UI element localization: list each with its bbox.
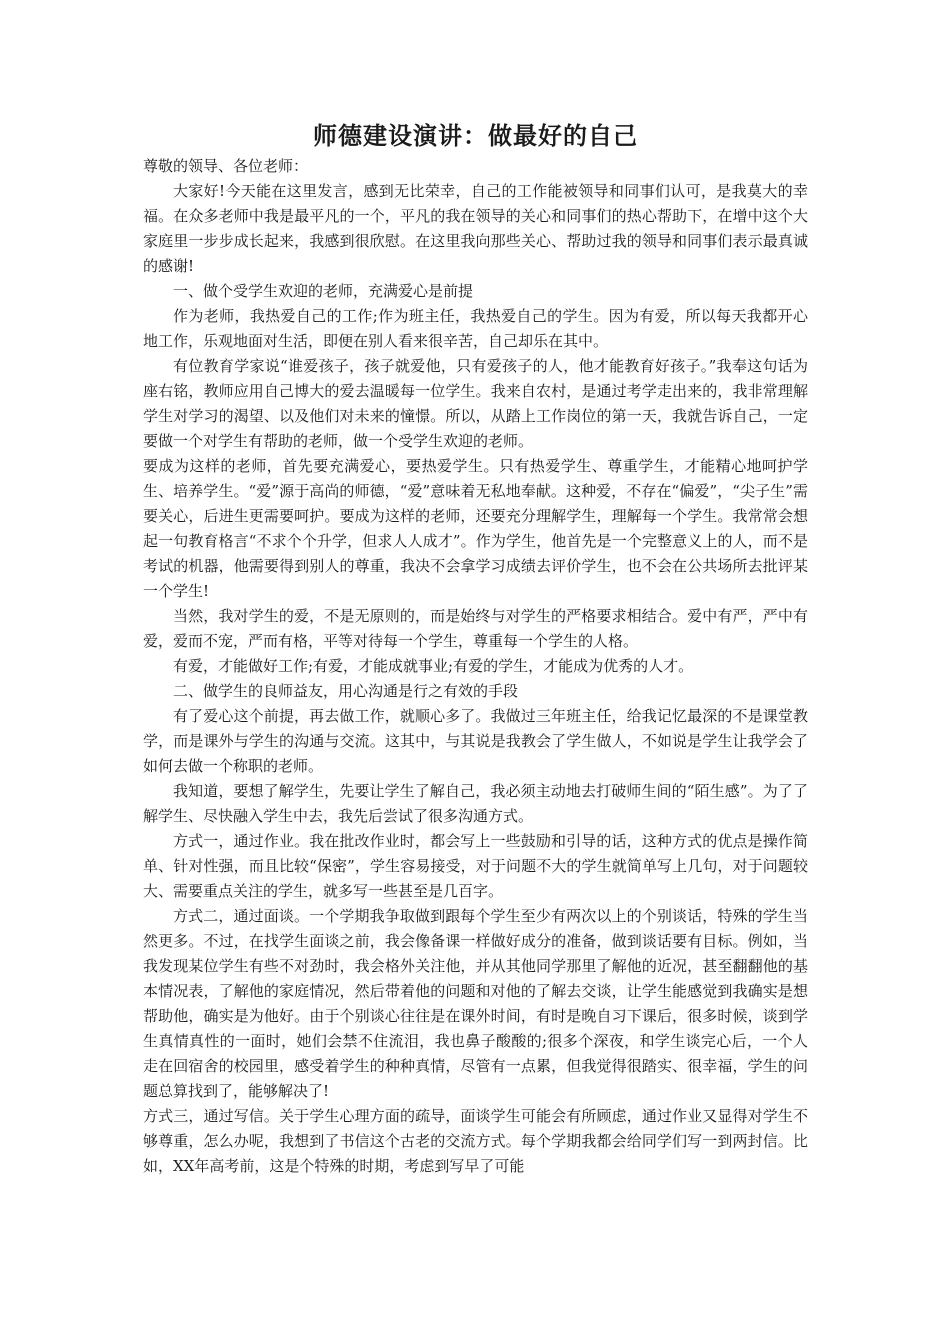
document-body: [143, 154, 808, 1179]
paragraph: 有了爱心这个前提，再去做工作，就顺心多了。我做过三年班主任，给我记忆最深的不是课堂教学，而是课外与学生的沟通与交流。这其中，与其说是我教会了学生做人，不如说是学生让我学会了如何去做一个称职的老师。: [143, 707, 808, 775]
paragraph: 大家好!今天能在这里发言，感到无比荣幸，自己的工作能被领导和同事们认可，是我莫大的幸福。在众多老师中我是最平凡的一个，平凡的我在领导的关心和同事们的热心帮助下，在增中这个大家庭里一步步成长起来，我感到很欣慰。在这里我向那些关心、帮助过我的领导和同事们表示最真诚的感谢!: [143, 182, 808, 275]
paragraph: 作为老师，我热爱自己的工作;作为班主任，我热爱自己的学生。因为有爱，所以每天我都开心地工作，乐观地面对生活，即便在别人看来很辛苦，自己却乐在其中。: [143, 307, 808, 350]
paragraph: 方式三，通过写信。关于学生心理方面的疏导，面谈学生可能会有所顾虑，通过作业又显得对学生不够尊重，怎么办呢，我想到了书信这个古老的交流方式。每个学期我都会给同学们写一到两封信。比如，XX年高考前，这是个特殊的时期，考虑到写早了可能: [143, 1107, 808, 1175]
paragraph: 尊敬的领导、各位老师：: [143, 157, 309, 175]
paragraph: 方式二，通过面谈。一个学期我争取做到跟每个学生至少有两次以上的个别谈话，特殊的学生当然更多。不过，在找学生面谈之前，我会像备课一样做好成分的准备，做到谈话要有目标。例如，当我发现某位学生有些不对劲时，我会格外关注他，并从其他同学那里了解他的近况，甚至翻翻他的基本情况表，了解他的家庭情况，然后带着他的问题和对他的了解去交谈，让学生能感觉到我确实是想帮助他，确实是为他好。由于个别谈心往往是在课外时间，有时是晚自习下课后，很多时候，谈到学生真情真性的一面时，她们会禁不住流泪，我也鼻子酸酸的;很多个深夜，和学生谈完心后，一个人走在回宿舍的校园里，感受着学生的种种真情，尽管有一点累，但我觉得很踏实、很幸福，学生的问题总算找到了，能够解决了!: [143, 907, 808, 1100]
document-title: 师德建设演讲：做最好的自己: [313, 122, 638, 150]
paragraph: 方式一，通过作业。我在批改作业时，都会写上一些鼓励和引导的话，这种方式的优点是操作简单、针对性强，而且比较“保密”，学生容易接受，对于问题不大的学生就简单写上几句，对于问题较大、需要重点关注的学生，就多写一些甚至是几百字。: [143, 832, 808, 900]
paragraph: 要成为这样的老师，首先要充满爱心，要热爱学生。只有热爱学生、尊重学生，才能精心地呵护学生、培养学生。“爱”源于高尚的师德，“爱”意味着无私地奉献。这种爱，不存在“偏爱”，“尖子生”需要关心，后进生更需要呵护。要成为这样的老师，还要充分理解学生，理解每一个学生。我常常会想起一句教育格言“不求个个升学，但求人人成才”。作为学生，他首先是一个完整意义上的人，而不是考试的机器，他需要得到别人的尊重，我决不会拿学习成绩去评价学生，也不会在公共场所去批评某一个学生!: [143, 457, 808, 600]
paragraph: 当然，我对学生的爱，不是无原则的，而是始终与对学生的严格要求相结合。爱中有严，严中有爱，爱而不宠，严而有格，平等对待每一个学生，尊重每一个学生的人格。: [143, 607, 808, 650]
paragraph: 一、做个受学生欢迎的老师，充满爱心是前提: [173, 282, 474, 300]
paragraph: 有爱，才能做好工作;有爱，才能成就事业;有爱的学生，才能成为优秀的人才。: [173, 657, 694, 675]
paragraph: 我知道，要想了解学生，先要让学生了解自己，我必须主动地去打破师生间的“陌生感”。为了了解学生、尽快融入学生中去，我先后尝试了很多沟通方式。: [143, 782, 808, 825]
document-content: [143, 118, 808, 1179]
paragraph: 二、做学生的良师益友，用心沟通是行之有效的手段: [173, 682, 519, 700]
paragraph: 有位教育学家说“谁爱孩子，孩子就爱他，只有爱孩子的人，他才能教育好孩子。”我奉这句话为座右铭，教师应用自己博大的爱去温暖每一位学生。我来自农村，是通过考学走出来的，我非常理解学生对学习的渴望、以及他们对未来的憧憬。所以，从踏上工作岗位的第一天，我就告诉自己，一定要做一个对学生有帮助的老师，做一个受学生欢迎的老师。: [143, 357, 808, 450]
